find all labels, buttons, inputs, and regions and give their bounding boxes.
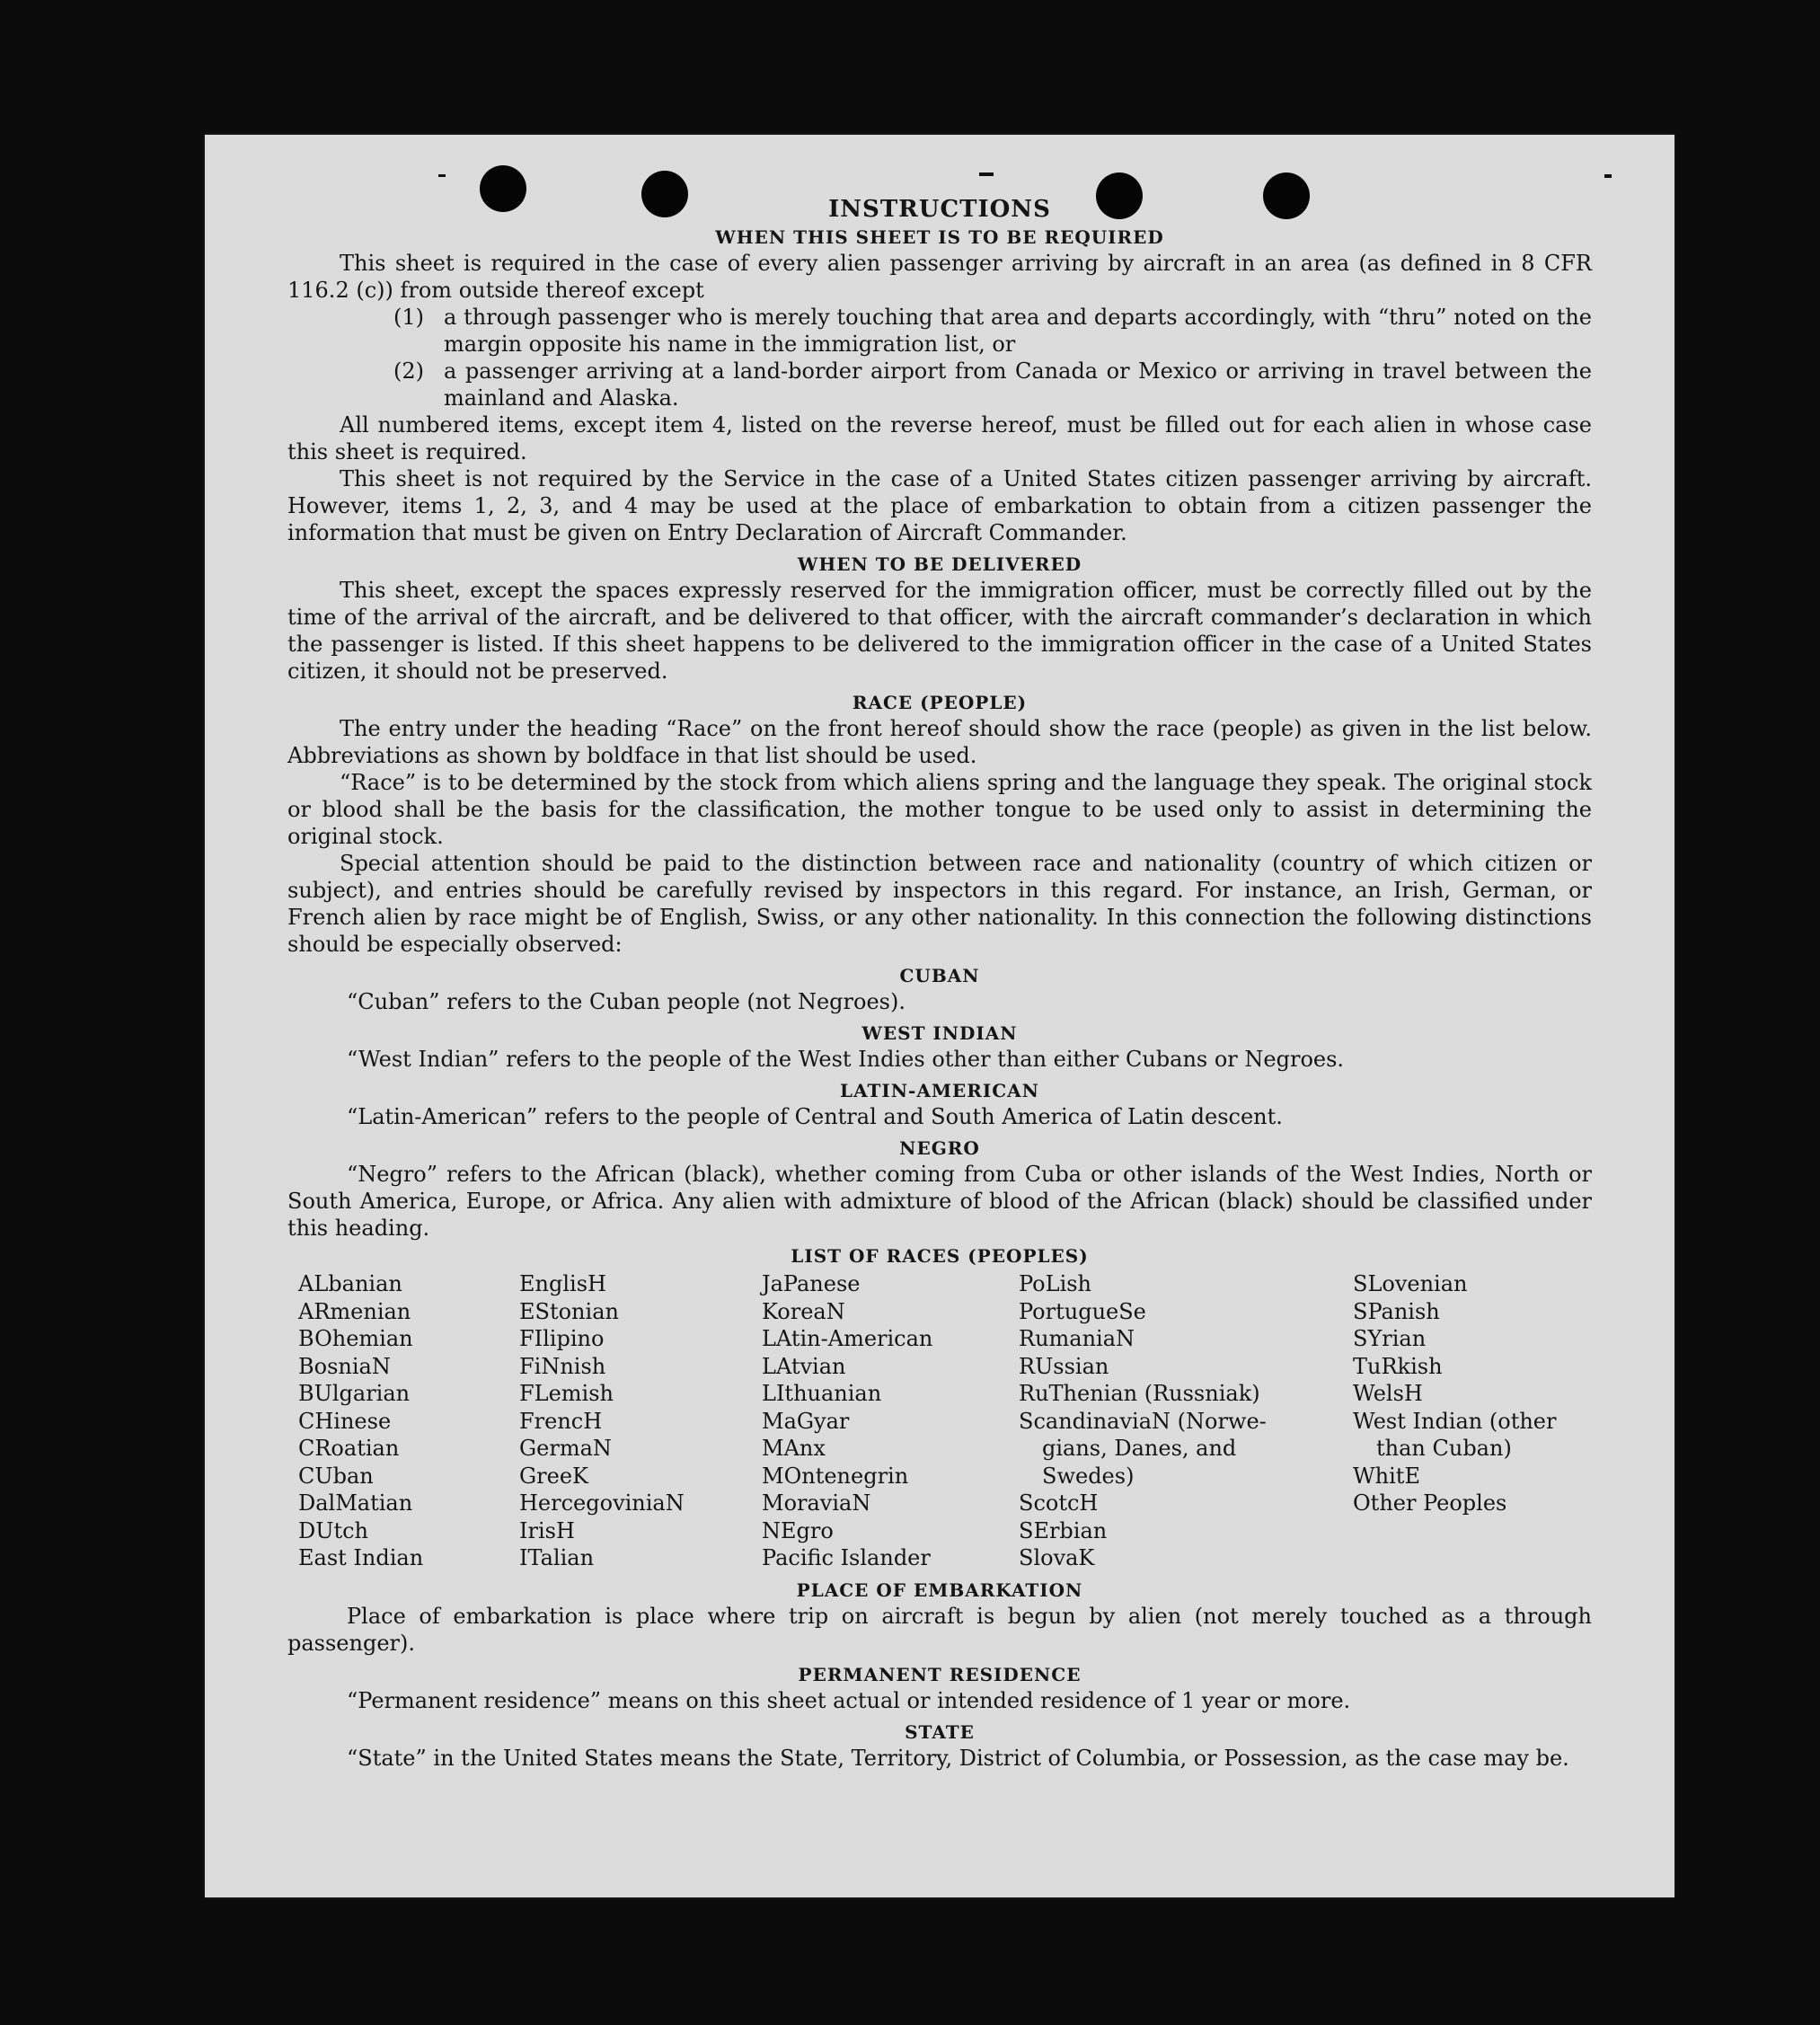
page-title: INSTRUCTIONS [828, 196, 1051, 223]
race-entry: FIlipino [519, 1326, 605, 1351]
race-entry: SlovaK [1019, 1545, 1095, 1570]
race-entry: FrencH [519, 1408, 603, 1434]
race-entry: FLemish [519, 1381, 614, 1406]
exception-item [393, 304, 1592, 358]
race-entry-continued: gians, Danes, and [1042, 1436, 1237, 1461]
race-entry: FiNnish [519, 1353, 606, 1379]
race-entry: HercegoviniaN [519, 1490, 685, 1516]
race-entry: PortugueSe [1019, 1298, 1146, 1324]
race-entry: MoraviaN [762, 1490, 871, 1516]
race-entry: GermaN [519, 1436, 612, 1461]
instructions-content [287, 194, 1592, 1772]
residence-text: “Permanent residence” means on this sheet actual or intended residence of 1 year or more. [347, 1687, 1351, 1713]
latin-american-text: “Latin-American” refers to the people of Central and South America of Latin descent. [347, 1104, 1283, 1129]
race-entry: ITalian [519, 1545, 595, 1570]
speck [438, 174, 446, 177]
race-entry: DalMatian [298, 1490, 413, 1516]
race-entry: WelsH [1353, 1381, 1423, 1406]
heading-cuban: CUBAN [899, 965, 980, 986]
race-entry: BosniaN [298, 1353, 391, 1379]
required-para: This sheet is not required by the Service in the case of a United States citizen passenger arriving by aircraft. However, items 1, 2, 3, and 4 may be used at the place of embarkation to obtain from a citizen passenger the information that must be given on Entry Declaration of Aircraft Commander. [287, 466, 1592, 545]
item-number: (2) [393, 358, 424, 384]
race-para: “Race” is to be determined by the stock from which aliens spring and the language they speak. The original stock or blood shall be the basis for the classification, the mother tongue to be used only to assist in determining the original stock. [287, 770, 1592, 849]
race-entry: TuRkish [1353, 1353, 1443, 1379]
negro-text: “Negro” refers to the African (black), whether coming from Cuba or other islands of the West Indies, North or South America, Europe, or Africa. Any alien with admixture of blood of the African (black) should be classified under this heading. [287, 1162, 1592, 1241]
race-entry: SYrian [1353, 1326, 1427, 1351]
race-entry: Other Peoples [1353, 1490, 1507, 1516]
races-column [1353, 1270, 1592, 1572]
race-entry: NEgro [762, 1517, 834, 1543]
race-entry: PoLish [1019, 1271, 1092, 1296]
races-column [287, 1270, 519, 1572]
race-entry: SPanish [1353, 1298, 1440, 1324]
races-list [287, 1270, 1592, 1572]
heading-races-list: LIST OF RACES (PEOPLES) [791, 1245, 1089, 1267]
required-para: All numbered items, except item 4, listed on the reverse hereof, must be filled out for each alien in whose case this sheet is required. [287, 412, 1592, 464]
race-entry-continued: Swedes) [1042, 1463, 1135, 1489]
heading-west-indian: WEST INDIAN [861, 1022, 1018, 1044]
delivered-text: This sheet, except the spaces expressly reserved for the immigration officer, must be correctly filled out by the time of the arrival of the aircraft, and be delivered to that officer, with the aircraft commander’s declaration in which the passenger is listed. If this sheet happens to be delivered to the immigration officer in the case of a United States citizen, it should not be preserved. [287, 578, 1592, 684]
race-entry: EnglisH [519, 1271, 606, 1296]
race-entry: MaGyar [762, 1408, 850, 1434]
race-entry: BUlgarian [298, 1381, 411, 1406]
heading-embarkation: PLACE OF EMBARKATION [796, 1578, 1083, 1601]
race-entry: RumaniaN [1019, 1326, 1135, 1351]
race-entry: JaPanese [762, 1271, 861, 1296]
heading-negro: NEGRO [899, 1137, 980, 1159]
race-entry: SErbian [1019, 1517, 1108, 1543]
item-text: a through passenger who is merely touching that area and departs accordingly, with “thru” noted on the margin opposite his name in the immigration list, or [444, 305, 1592, 357]
heading-residence: PERMANENT RESIDENCE [798, 1663, 1082, 1685]
west-indian-text: “West Indian” refers to the people of the West Indies other than either Cubans or Negroes. [347, 1047, 1345, 1072]
race-entry: LAtin-American [762, 1326, 933, 1351]
races-column [1019, 1270, 1353, 1572]
race-entry: EStonian [519, 1298, 619, 1324]
required-intro: This sheet is required in the case of every alien passenger arriving by aircraft in an area (as defined in 8 CFR 116.2 (c)) from outside thereof except [287, 251, 1592, 303]
race-entry: ScandinaviaN (Norwe- [1019, 1408, 1267, 1434]
item-number: (1) [393, 305, 424, 330]
races-column [762, 1270, 1019, 1572]
embarkation-text: Place of embarkation is place where trip on aircraft is begun by alien (not merely touched as a through passenger). [287, 1603, 1592, 1656]
race-entry: KoreaN [762, 1298, 845, 1324]
race-entry: CUban [298, 1463, 374, 1489]
exception-item [393, 358, 1592, 411]
race-entry: MOntenegrin [762, 1463, 909, 1489]
heading-race: RACE (PEOPLE) [852, 692, 1028, 713]
race-entry: SLovenian [1353, 1271, 1468, 1296]
heading-state: STATE [905, 1720, 975, 1743]
race-entry: IrisH [519, 1517, 575, 1543]
race-entry: WhitE [1353, 1463, 1420, 1489]
race-entry-continued: than Cuban) [1376, 1436, 1512, 1461]
heading-delivered: WHEN TO BE DELIVERED [797, 553, 1082, 575]
race-entry: CRoatian [298, 1436, 400, 1461]
race-entry: DUtch [298, 1517, 369, 1543]
race-entry: CHinese [298, 1408, 392, 1434]
item-text: a passenger arriving at a land-border airport from Canada or Mexico or arriving in travel between the mainland and Alaska. [444, 358, 1592, 411]
speck [979, 172, 994, 176]
race-entry: ALbanian [298, 1271, 402, 1296]
document-page [205, 135, 1674, 1897]
speck [1604, 174, 1612, 178]
heading-latin-american: LATIN-AMERICAN [840, 1080, 1039, 1101]
race-entry: RuThenian (Russniak) [1019, 1381, 1260, 1406]
race-entry: GreeK [519, 1463, 588, 1489]
race-entry: ScotcH [1019, 1490, 1099, 1516]
race-entry: East Indian [298, 1545, 424, 1570]
race-entry: RUssian [1019, 1353, 1109, 1379]
race-para: The entry under the heading “Race” on the front hereof should show the race (people) as given in the list below. Abbreviations as shown by boldface in that list should be used. [287, 716, 1592, 768]
races-column [519, 1270, 762, 1572]
race-entry: Pacific Islander [762, 1545, 931, 1570]
race-entry: ARmenian [298, 1298, 411, 1324]
race-entry: MAnx [762, 1436, 826, 1461]
cuban-text: “Cuban” refers to the Cuban people (not Negroes). [347, 989, 906, 1014]
state-text: “State” in the United States means the State, Territory, District of Columbia, or Possession, as the case may be. [347, 1745, 1569, 1771]
race-entry: LAtvian [762, 1353, 846, 1379]
heading-required: WHEN THIS SHEET IS TO BE REQUIRED [715, 226, 1164, 248]
race-entry: LIthuanian [762, 1381, 882, 1406]
race-para: Special attention should be paid to the distinction between race and nationality (country of which citizen or subject), and entries should be carefully revised by inspectors in this regard. For instance, an Irish, German, or French alien by race might be of English, Swiss, or any other nationality. In this connection the following distinctions should be especially observed: [287, 851, 1592, 957]
race-entry: BOhemian [298, 1326, 413, 1351]
race-entry: West Indian (other [1353, 1408, 1557, 1434]
